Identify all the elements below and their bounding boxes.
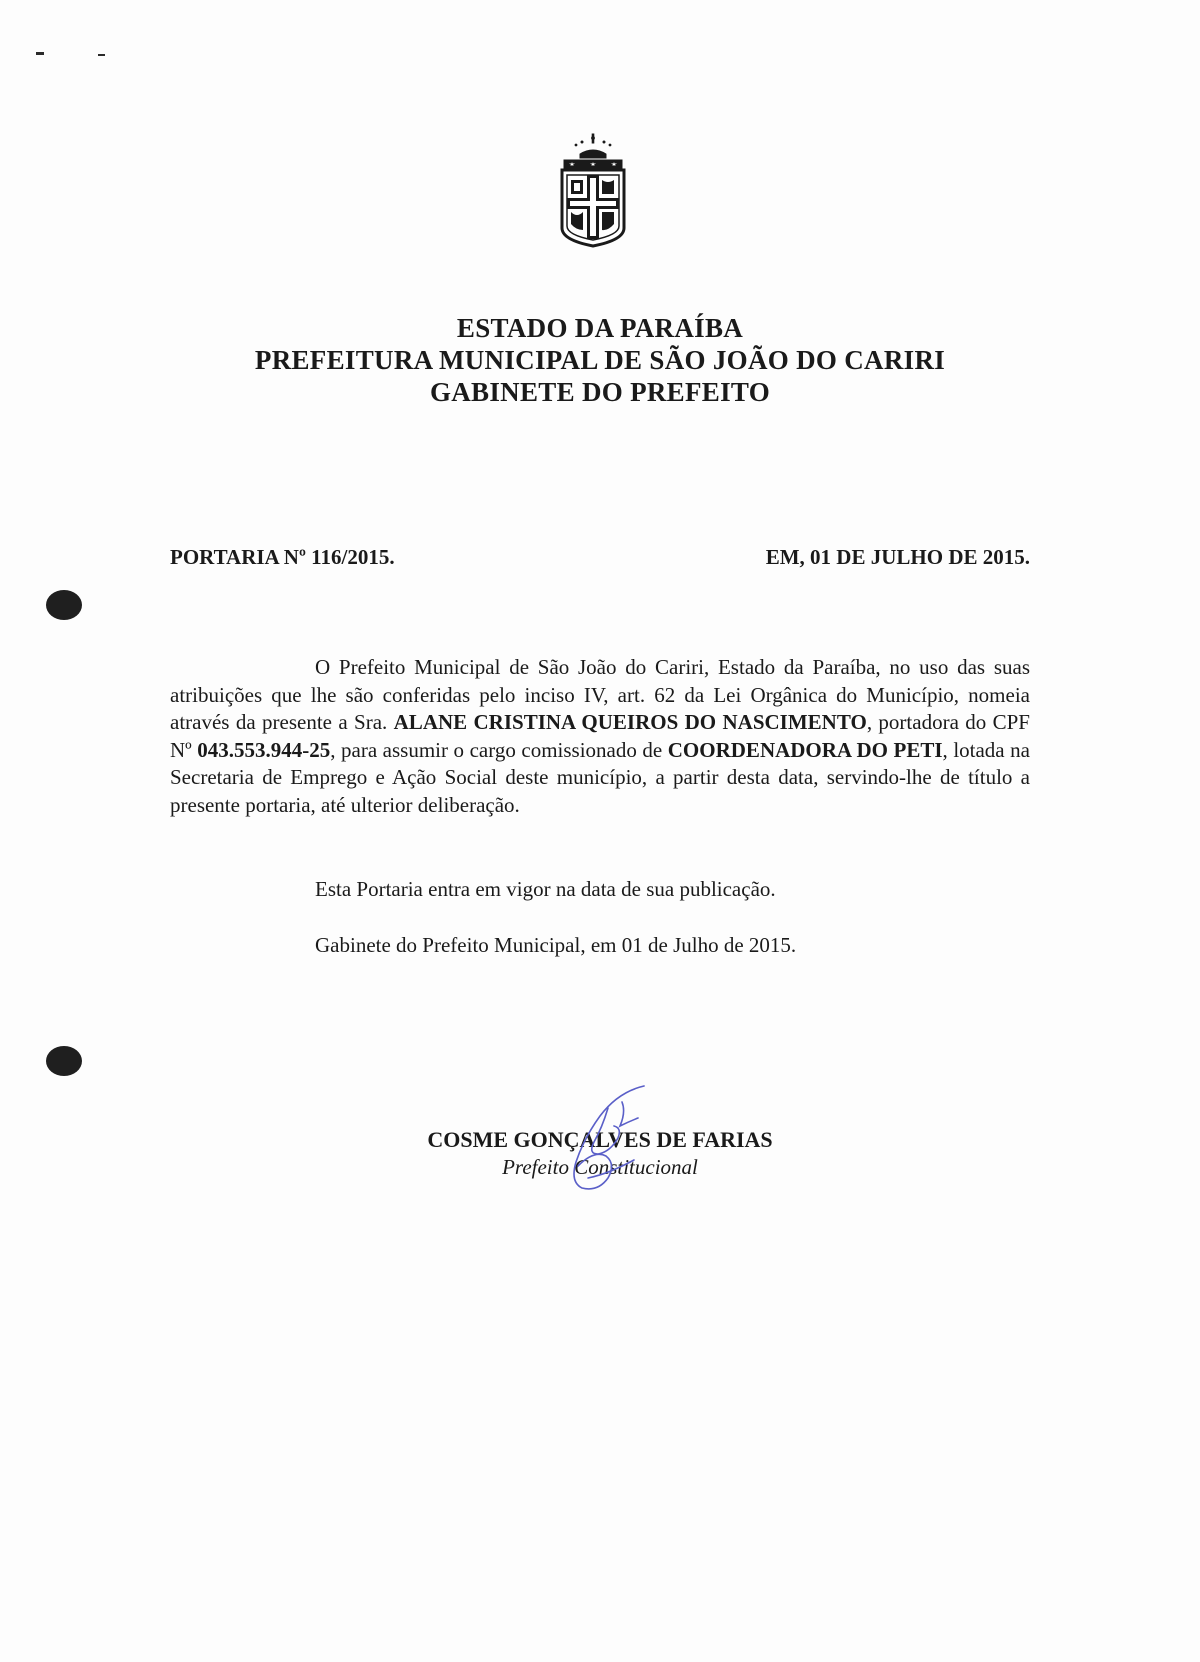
coat-of-arms-icon (550, 132, 636, 250)
punch-hole (46, 1046, 82, 1076)
paragraph-text: , lotada na Secretaria de Emprego e Ação Social deste município, a partir desta data, servindo-lhe de título a presente portaria, até ulterior deliberação. (170, 737, 1030, 817)
handwritten-signature (548, 1082, 658, 1192)
signatory-title: Prefeito Constitucional (502, 1155, 698, 1179)
header-gabinete: GABINETE DO PREFEITO (429, 377, 771, 407)
appointee-role: COORDENADORA DO PETI (667, 737, 943, 762)
punch-hole (46, 590, 82, 620)
header-state: ESTADO DA PARAÍBA (456, 313, 744, 343)
scan-mark (36, 52, 44, 55)
paragraph-text: O Prefeito Municipal de São João do Cariri, Estado da Paraíba, no uso das suas atribuições que lhe são conferidas pelo inciso IV, art. 62 da Lei Orgânica do Município, nomeia através da presente a Sra. (170, 655, 1030, 734)
paragraph-text: , para assumir o cargo comissionado de (330, 737, 668, 762)
header-prefeitura: PREFEITURA MUNICIPAL DE SÃO JOÃO DO CARIRI (254, 345, 946, 375)
scan-mark (98, 54, 105, 56)
document-header (0, 312, 1200, 408)
signatory-name: COSME GONÇALVES DE FARIAS (427, 1127, 773, 1152)
portaria-number: PORTARIA Nº 116/2015. (170, 545, 395, 569)
closing-paragraph: Gabinete do Prefeito Municipal, em 01 de Julho de 2015. (315, 933, 797, 957)
body-text (170, 654, 1030, 819)
effective-paragraph: Esta Portaria entra em vigor na data de sua publicação. (315, 877, 776, 901)
paragraph-text: , portadora do CPF Nº (170, 710, 1030, 762)
portaria-date: EM, 01 DE JULHO DE 2015. (765, 545, 1030, 569)
appointee-name: ALANE CRISTINA QUEIROS DO NASCIMENTO (393, 710, 867, 734)
appointee-cpf: 043.553.944-25 (197, 737, 331, 762)
main-paragraph (170, 654, 1030, 819)
